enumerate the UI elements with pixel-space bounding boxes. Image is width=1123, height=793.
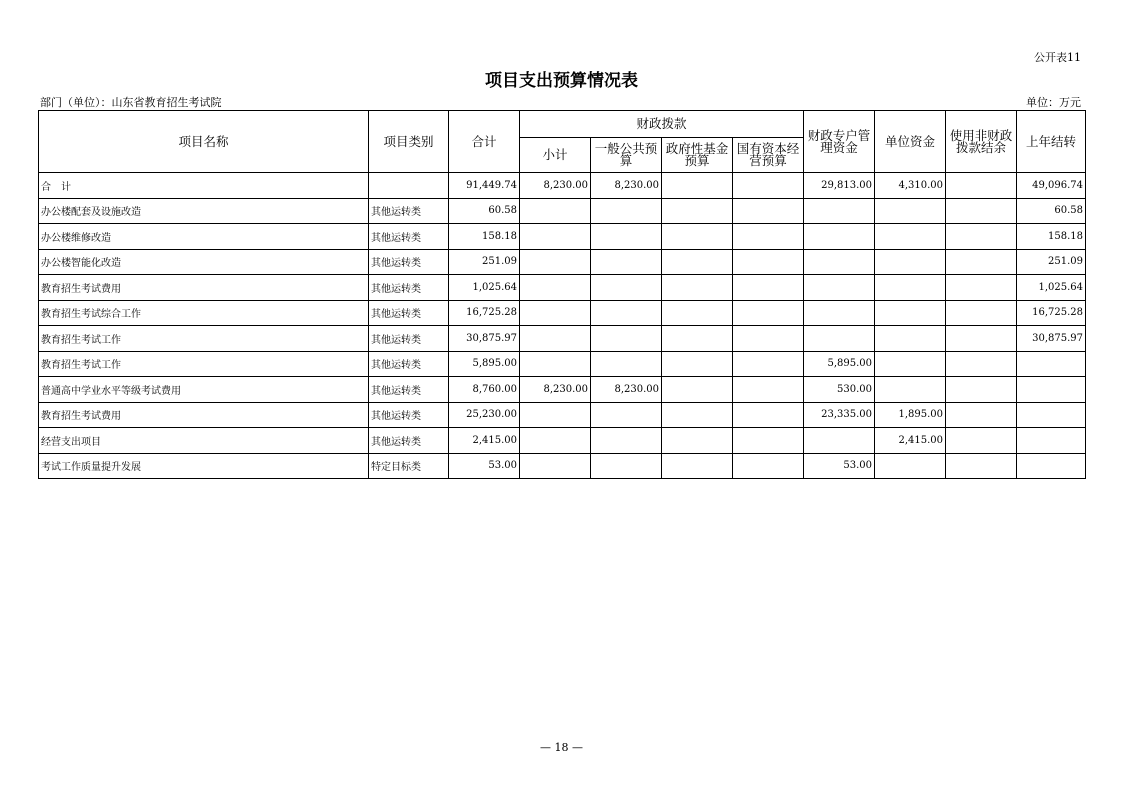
cell-non-fiscal-balance (946, 351, 1017, 377)
header-total: 合计 (449, 111, 520, 173)
department-label: 部门（单位）：山东省教育招生考试院 (40, 96, 222, 109)
cell-state-capital (733, 428, 804, 454)
cell-subtotal (520, 326, 591, 352)
cell-non-fiscal-balance (946, 326, 1017, 352)
cell-gov-fund (662, 249, 733, 275)
cell-prior-carryover (1017, 377, 1086, 403)
cell-project-name: 合 计 (39, 173, 369, 199)
cell-category (369, 173, 449, 199)
cell-gov-fund (662, 428, 733, 454)
cell-general-budget (591, 300, 662, 326)
cell-project-name: 教育招生考试费用 (39, 275, 369, 301)
cell-state-capital (733, 300, 804, 326)
cell-total: 60.58 (449, 198, 520, 224)
cell-general-budget: 8,230.00 (591, 377, 662, 403)
header-fiscal-special-account: 财政专户管理资金 (804, 111, 875, 173)
cell-fiscal-special (804, 275, 875, 301)
cell-unit-funds (875, 198, 946, 224)
cell-gov-fund (662, 224, 733, 250)
cell-non-fiscal-balance (946, 198, 1017, 224)
cell-subtotal (520, 402, 591, 428)
cell-non-fiscal-balance (946, 173, 1017, 199)
cell-unit-funds (875, 351, 946, 377)
cell-state-capital (733, 249, 804, 275)
cell-total: 16,725.28 (449, 300, 520, 326)
cell-subtotal (520, 224, 591, 250)
cell-total: 158.18 (449, 224, 520, 250)
cell-prior-carryover (1017, 453, 1086, 479)
cell-unit-funds: 2,415.00 (875, 428, 946, 454)
table-row (39, 249, 1086, 275)
cell-category: 其他运转类 (369, 377, 449, 403)
table-row (39, 198, 1086, 224)
cell-non-fiscal-balance (946, 300, 1017, 326)
cell-general-budget (591, 428, 662, 454)
cell-fiscal-special: 29,813.00 (804, 173, 875, 199)
cell-subtotal (520, 198, 591, 224)
cell-state-capital (733, 326, 804, 352)
cell-project-name: 教育招生考试费用 (39, 402, 369, 428)
header-government-fund-budget: 政府性基金预算 (662, 138, 733, 173)
cell-unit-funds (875, 249, 946, 275)
header-fiscal-appropriation: 财政拨款 (520, 111, 804, 138)
cell-general-budget (591, 224, 662, 250)
cell-fiscal-special: 23,335.00 (804, 402, 875, 428)
cell-prior-carryover (1017, 402, 1086, 428)
cell-prior-carryover: 49,096.74 (1017, 173, 1086, 199)
cell-total: 2,415.00 (449, 428, 520, 454)
cell-state-capital (733, 351, 804, 377)
cell-unit-funds: 1,895.00 (875, 402, 946, 428)
table-row (39, 300, 1086, 326)
cell-project-name: 办公楼配套及设施改造 (39, 198, 369, 224)
header-project-category: 项目类别 (369, 111, 449, 173)
cell-fiscal-special: 53.00 (804, 453, 875, 479)
header-general-public-budget: 一般公共预算 (591, 138, 662, 173)
cell-subtotal (520, 300, 591, 326)
cell-subtotal (520, 351, 591, 377)
cell-project-name: 经营支出项目 (39, 428, 369, 454)
cell-prior-carryover: 158.18 (1017, 224, 1086, 250)
table-row (39, 173, 1086, 199)
cell-gov-fund (662, 377, 733, 403)
cell-prior-carryover (1017, 351, 1086, 377)
header-project-name: 项目名称 (39, 111, 369, 173)
cell-total: 8,760.00 (449, 377, 520, 403)
cell-general-budget: 8,230.00 (591, 173, 662, 199)
cell-prior-carryover (1017, 428, 1086, 454)
cell-category: 特定目标类 (369, 453, 449, 479)
cell-subtotal (520, 428, 591, 454)
cell-unit-funds (875, 453, 946, 479)
cell-category: 其他运转类 (369, 198, 449, 224)
cell-category: 其他运转类 (369, 326, 449, 352)
table-row (39, 453, 1086, 479)
cell-total: 1,025.64 (449, 275, 520, 301)
cell-state-capital (733, 453, 804, 479)
header-unit-funds: 单位资金 (875, 111, 946, 173)
cell-state-capital (733, 275, 804, 301)
cell-gov-fund (662, 275, 733, 301)
cell-fiscal-special: 530.00 (804, 377, 875, 403)
cell-state-capital (733, 198, 804, 224)
cell-general-budget (591, 198, 662, 224)
cell-subtotal (520, 453, 591, 479)
table-row (39, 377, 1086, 403)
cell-non-fiscal-balance (946, 249, 1017, 275)
cell-non-fiscal-balance (946, 377, 1017, 403)
header-subtotal: 小计 (520, 138, 591, 173)
cell-total: 25,230.00 (449, 402, 520, 428)
cell-total: 5,895.00 (449, 351, 520, 377)
cell-category: 其他运转类 (369, 275, 449, 301)
table-row (39, 428, 1086, 454)
cell-project-name: 教育招生考试工作 (39, 351, 369, 377)
cell-fiscal-special: 5,895.00 (804, 351, 875, 377)
cell-gov-fund (662, 198, 733, 224)
table-row (39, 351, 1086, 377)
cell-unit-funds (875, 377, 946, 403)
cell-fiscal-special (804, 224, 875, 250)
cell-project-name: 教育招生考试工作 (39, 326, 369, 352)
cell-category: 其他运转类 (369, 249, 449, 275)
cell-fiscal-special (804, 428, 875, 454)
cell-gov-fund (662, 300, 733, 326)
cell-prior-carryover: 30,875.97 (1017, 326, 1086, 352)
header-prior-year-carryover: 上年结转 (1017, 111, 1086, 173)
cell-prior-carryover: 60.58 (1017, 198, 1086, 224)
cell-unit-funds (875, 326, 946, 352)
unit-label: 单位：万元 (1026, 96, 1081, 109)
cell-state-capital (733, 377, 804, 403)
cell-total: 91,449.74 (449, 173, 520, 199)
cell-non-fiscal-balance (946, 275, 1017, 301)
cell-fiscal-special (804, 198, 875, 224)
budget-table (38, 110, 1086, 479)
page-title: 项目支出预算情况表 (485, 71, 638, 91)
cell-category: 其他运转类 (369, 402, 449, 428)
cell-unit-funds (875, 224, 946, 250)
cell-subtotal: 8,230.00 (520, 173, 591, 199)
cell-general-budget (591, 326, 662, 352)
cell-project-name: 教育招生考试综合工作 (39, 300, 369, 326)
table-number-note: 公开表11 (1034, 51, 1081, 64)
cell-general-budget (591, 453, 662, 479)
cell-unit-funds (875, 300, 946, 326)
cell-prior-carryover: 16,725.28 (1017, 300, 1086, 326)
cell-project-name: 普通高中学业水平等级考试费用 (39, 377, 369, 403)
table-row (39, 224, 1086, 250)
cell-gov-fund (662, 326, 733, 352)
cell-category: 其他运转类 (369, 351, 449, 377)
cell-state-capital (733, 224, 804, 250)
cell-general-budget (591, 402, 662, 428)
cell-non-fiscal-balance (946, 453, 1017, 479)
cell-subtotal (520, 249, 591, 275)
cell-general-budget (591, 249, 662, 275)
cell-category: 其他运转类 (369, 224, 449, 250)
header-non-fiscal-balance: 使用非财政拨款结余 (946, 111, 1017, 173)
cell-fiscal-special (804, 249, 875, 275)
cell-prior-carryover: 1,025.64 (1017, 275, 1086, 301)
cell-total: 251.09 (449, 249, 520, 275)
cell-state-capital (733, 402, 804, 428)
cell-general-budget (591, 275, 662, 301)
table-row (39, 402, 1086, 428)
cell-subtotal: 8,230.00 (520, 377, 591, 403)
cell-category: 其他运转类 (369, 300, 449, 326)
cell-unit-funds (875, 275, 946, 301)
cell-unit-funds: 4,310.00 (875, 173, 946, 199)
cell-category: 其他运转类 (369, 428, 449, 454)
cell-state-capital (733, 173, 804, 199)
page-number: — 18 — (540, 741, 583, 754)
cell-gov-fund (662, 351, 733, 377)
cell-gov-fund (662, 453, 733, 479)
cell-prior-carryover: 251.09 (1017, 249, 1086, 275)
table-row (39, 326, 1086, 352)
cell-total: 53.00 (449, 453, 520, 479)
table-row (39, 275, 1086, 301)
header-state-capital-budget: 国有资本经营预算 (733, 138, 804, 173)
cell-non-fiscal-balance (946, 428, 1017, 454)
cell-gov-fund (662, 402, 733, 428)
cell-total: 30,875.97 (449, 326, 520, 352)
cell-project-name: 办公楼维修改造 (39, 224, 369, 250)
cell-fiscal-special (804, 300, 875, 326)
cell-non-fiscal-balance (946, 402, 1017, 428)
cell-fiscal-special (804, 326, 875, 352)
cell-general-budget (591, 351, 662, 377)
cell-subtotal (520, 275, 591, 301)
cell-gov-fund (662, 173, 733, 199)
cell-non-fiscal-balance (946, 224, 1017, 250)
cell-project-name: 考试工作质量提升发展 (39, 453, 369, 479)
cell-project-name: 办公楼智能化改造 (39, 249, 369, 275)
